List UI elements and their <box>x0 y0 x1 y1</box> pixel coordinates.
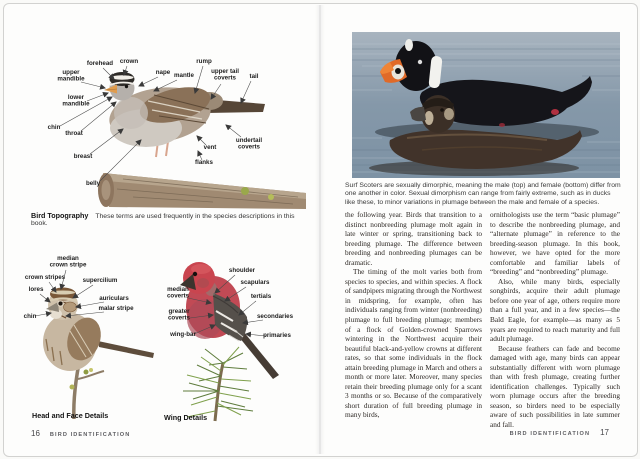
surf-scoters-illustration <box>352 32 620 178</box>
figure-label: nape <box>155 69 171 76</box>
figure-label: tertials <box>250 293 272 300</box>
photo-caption: Surf Scoters are sexually dimorphic, meaning the male (top) and female (bottom) differ from one another in color. Sexual dimorphism can range from fairly extreme, such as in ducks like these, to minor variations in plumage between the male and female of a species. <box>345 182 621 206</box>
body-paragraph: The timing of the molt varies both from species to species, and within species. A flock of sandpipers migrating through the Northwest in midspring, for example, often has individuals ranging from winter (nonbreeding) plumage to full breeding plumage; members of a flock of Golden-crowned Sparrows wintering in the Northwest acquire their beautiful black-and-yellow crowns at different rates, so that some individuals in the flock attain breeding plumage in March and others a month or more later. Moreover, many species retain their breeding plumage only for a scant 3 months or so. Because of the comparatively short duration of full breeding plumage in many birds, <box>345 267 482 420</box>
figure-label: flanks <box>195 159 213 166</box>
figure-label: auriculars <box>99 295 129 302</box>
figure-label: undertail coverts <box>235 137 263 151</box>
body-column-left <box>345 210 482 430</box>
figure-label: throat <box>65 130 83 137</box>
book-spread <box>3 3 638 457</box>
figure-label: crown stripes <box>24 274 66 281</box>
figure-label: vent <box>203 144 217 151</box>
figure-label: crown <box>119 58 139 65</box>
figure-label: upper mandible <box>57 69 85 83</box>
figure-label: greater coverts <box>167 308 191 322</box>
topography-caption-title: Bird Topography <box>31 211 89 220</box>
figure-label: belly <box>85 180 101 187</box>
body-text <box>345 210 620 430</box>
sparrow-head-illustration <box>16 239 156 419</box>
sparrow-on-log-illustration <box>13 29 309 209</box>
surf-scoters-photo <box>352 32 620 178</box>
page-gutter <box>315 5 325 454</box>
figure-label: primaries <box>263 332 291 339</box>
footer-left <box>31 429 130 438</box>
section-title-left: BIRD IDENTIFICATION <box>49 432 131 438</box>
figure-label: malar stripe <box>98 305 134 312</box>
figure-head-face-details <box>16 239 156 419</box>
figure-label: median coverts <box>166 286 190 300</box>
head-face-caption: Head and Face Details <box>32 411 109 420</box>
page-number-left: 16 <box>31 429 40 438</box>
figure-label: chin <box>23 313 37 320</box>
figure-label: scapulars <box>240 279 270 286</box>
figure-label: shoulder <box>228 267 256 274</box>
figure-wing-details <box>153 241 315 423</box>
figure-label: forehead <box>86 60 114 67</box>
section-title-right: BIRD IDENTIFICATION <box>509 431 591 437</box>
page-left <box>5 5 320 454</box>
figure-label: median crown stripe <box>49 255 87 269</box>
wing-details-caption: Wing Details <box>164 413 208 422</box>
body-paragraph: the following year. Birds that transition to a distinct nonbreeding plumage molt again in late winter or spring, transitioning back to breeding plumage. The difference between breeding and nonbreeding plumages can be dramatic. <box>345 210 482 267</box>
figure-label: chin <box>47 124 61 131</box>
figure-label: breast <box>73 153 93 160</box>
grosbeak-on-pine-illustration <box>153 241 315 423</box>
page-right <box>320 5 635 454</box>
page-number-right: 17 <box>600 428 609 437</box>
figure-label: lores <box>28 286 44 293</box>
figure-label: lower mandible <box>62 94 90 108</box>
figure-bird-topography <box>13 29 309 209</box>
figure-label: secondaries <box>256 313 294 320</box>
topography-caption <box>31 211 301 227</box>
body-paragraph: Also, while many birds, especially songbirds, acquire their adult plumage before one year of age, others require more than a full year, and in a few species—the Bald Eagle, for example—as many as 5 years are required to reach maturity and full adult plumage. <box>490 276 620 344</box>
figure-label: tail <box>249 73 259 80</box>
body-paragraph: Because feathers can fade and become damaged with age, many birds can appear substantially different with worn plumage than with fresh plumage, creating further identification challenges. Typically such worn plumage occurs after the breeding season, so birders need to be especially aware of such possibilities in late summer and fall. <box>490 343 620 430</box>
figure-label: supercilium <box>82 277 118 284</box>
figure-label: wing-bar <box>170 331 196 338</box>
body-paragraph: ornithologists use the term “basic plumage” to describe the nonbreeding plumage, and “alternate plumage” in reference to the breeding-season plumage. In this book, however, we have opted for the more comfortable and familiar labels of “breeding” and “nonbreeding” plumage. <box>490 210 620 277</box>
topography-caption-text: These terms are used frequently in the species descriptions in this book. <box>31 213 295 227</box>
figure-label: mantle <box>174 72 194 79</box>
body-column-right <box>490 210 620 430</box>
figure-label: upper tail coverts <box>211 68 239 82</box>
footer-right <box>510 428 609 437</box>
figure-label: rump <box>196 58 212 65</box>
